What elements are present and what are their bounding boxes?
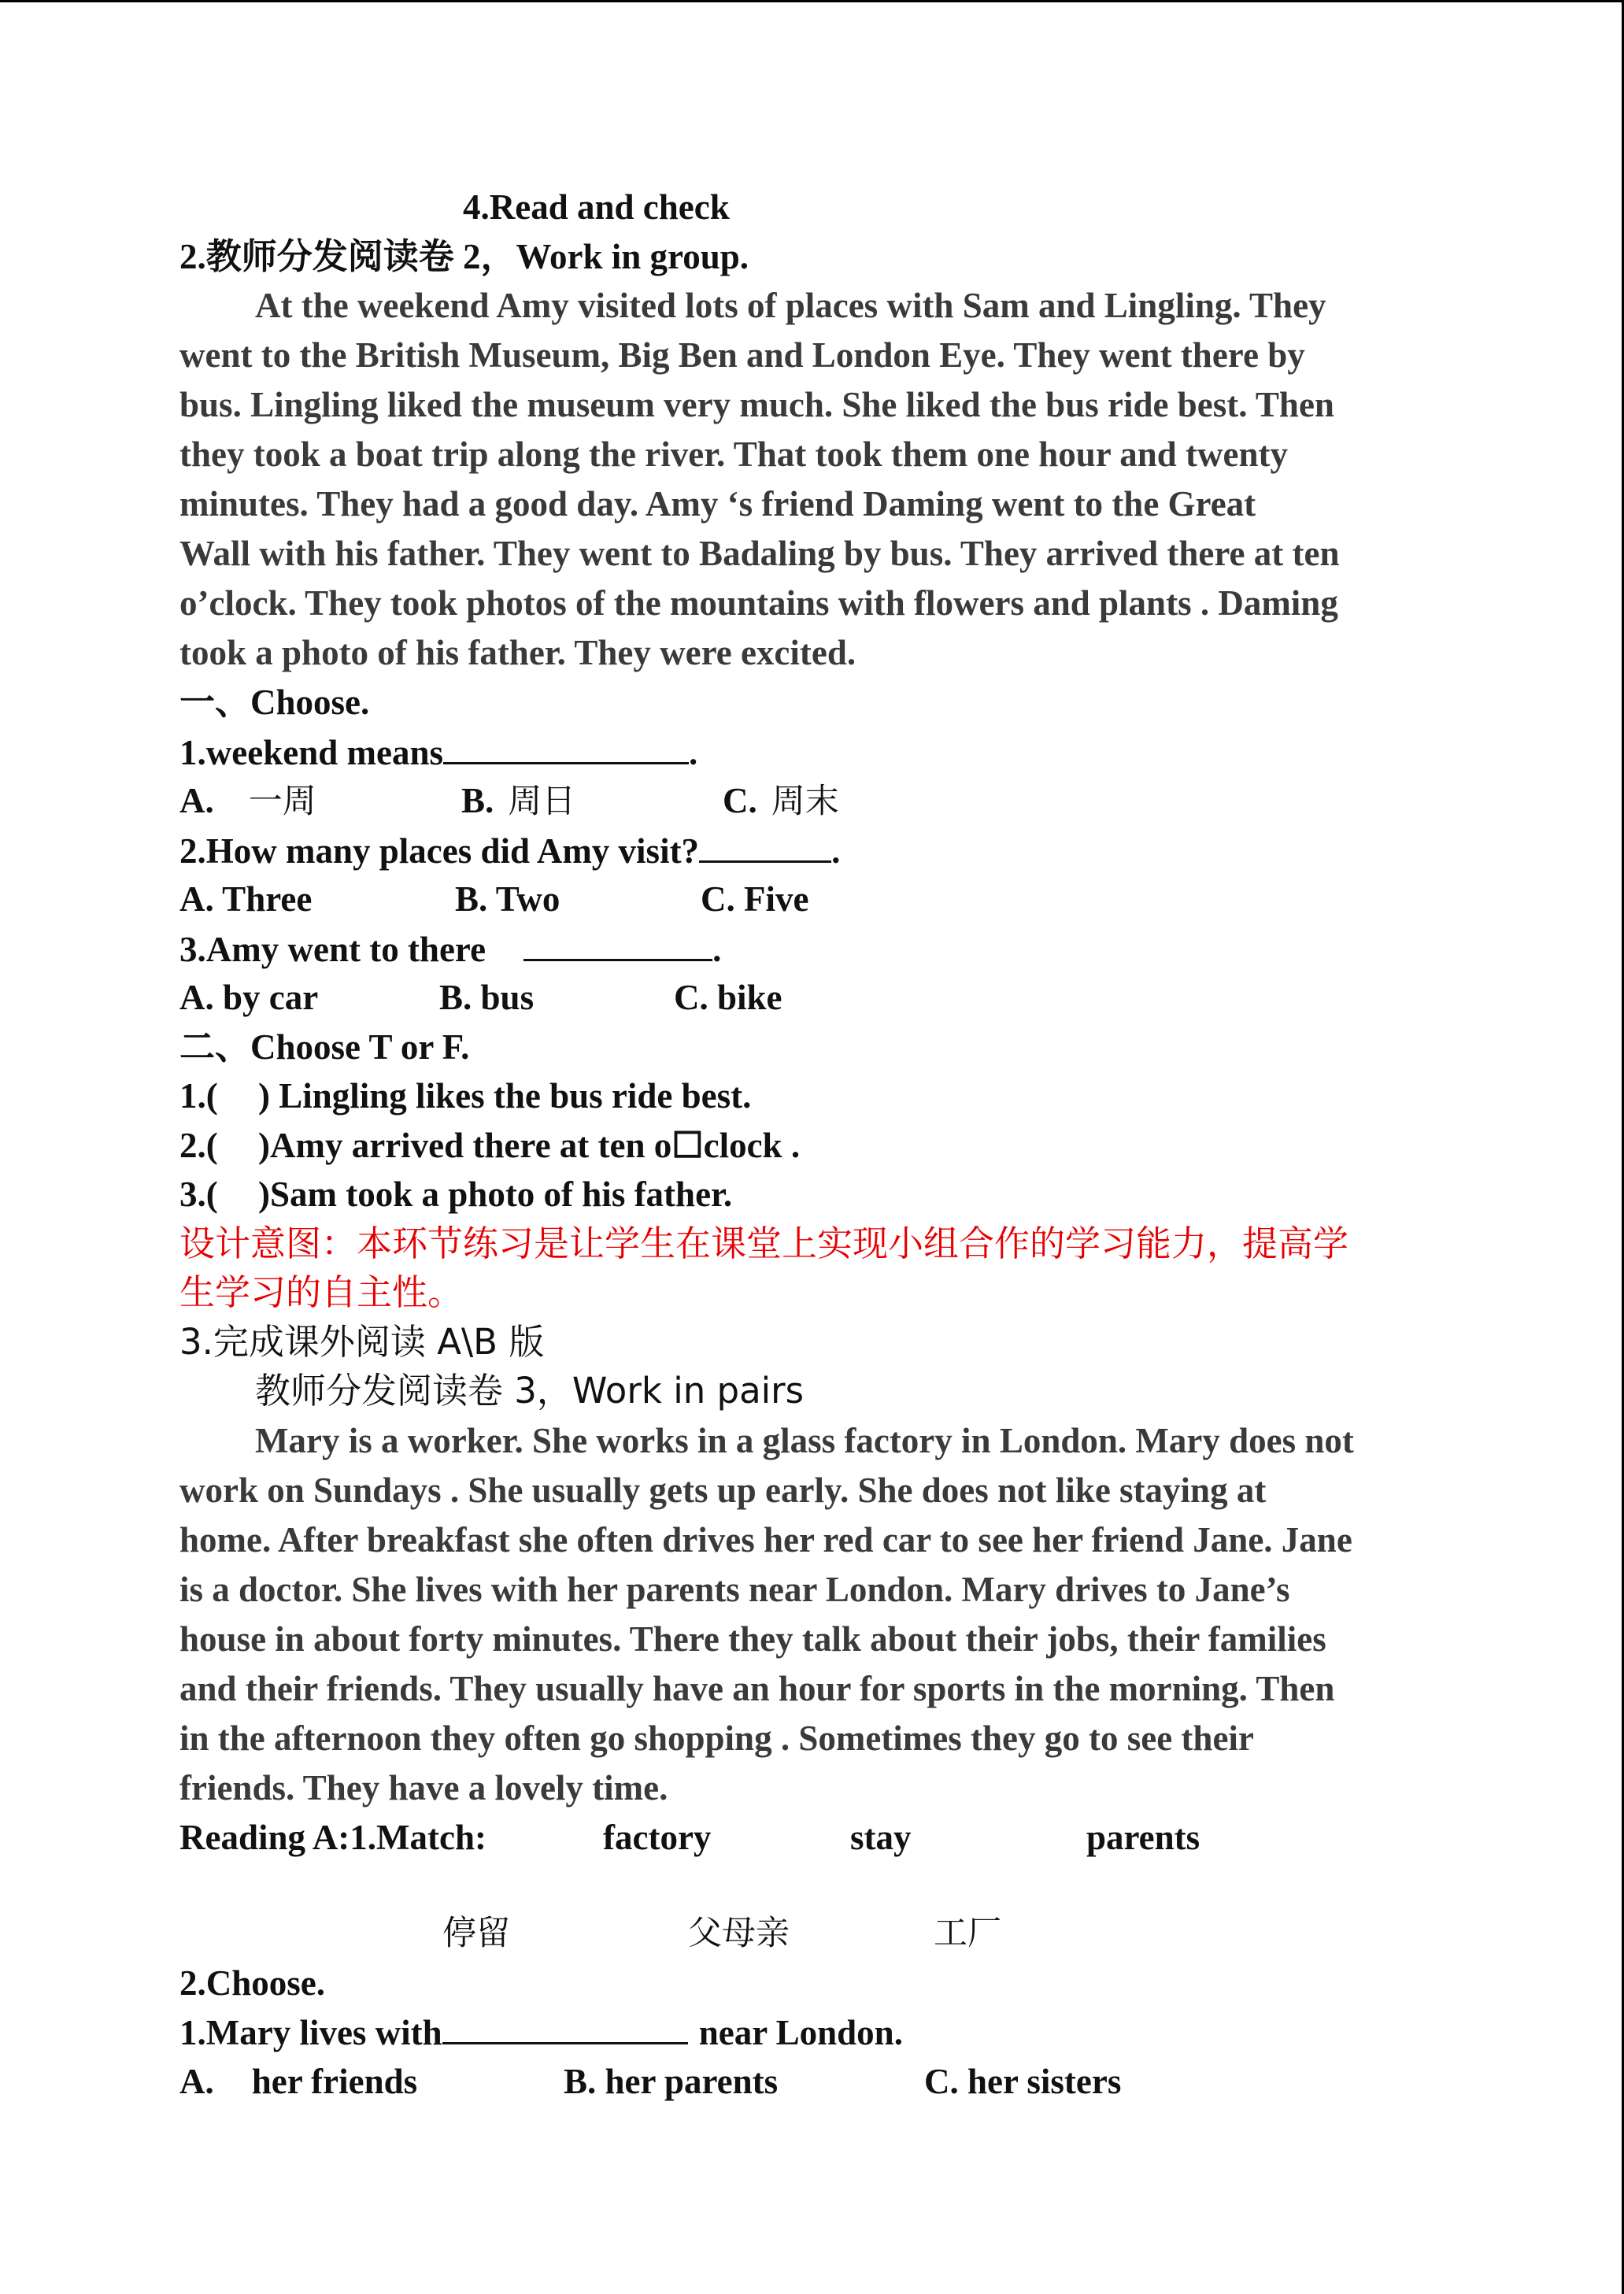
task2-title: 2.教师分发阅读卷 2，Work in group. bbox=[179, 236, 749, 276]
answer-blank[interactable] bbox=[443, 727, 689, 764]
task3-subtitle: 教师分发阅读卷 3，Work in pairs bbox=[255, 1370, 805, 1412]
tf-item-3: 3.( )Sam took a photo of his father. bbox=[179, 1175, 733, 1214]
passage1-line: took a photo of his father. They were excited. bbox=[179, 633, 856, 672]
match-word-stay[interactable]: stay bbox=[850, 1817, 912, 1857]
passage2-line: in the afternoon they often go shopping . Sometimes they go to see their bbox=[179, 1718, 1254, 1758]
option-b[interactable]: B. her parents bbox=[564, 2061, 779, 2101]
section-heading: 4.Read and check bbox=[463, 187, 730, 227]
spacer bbox=[179, 1862, 1455, 1909]
option-a[interactable]: A. by car bbox=[179, 978, 319, 1017]
passage1-line: Wall with his father. They went to Badaling by bus. They arrived there at ten bbox=[179, 534, 1340, 573]
reading-a-label: Reading A:1.Match: bbox=[179, 1817, 486, 1857]
option-b[interactable]: B. Two bbox=[455, 879, 560, 919]
page-border-top bbox=[0, 0, 1624, 2]
match-cn-stay[interactable]: 停留 bbox=[442, 1914, 510, 1953]
question-4: 1.Mary lives with near London. bbox=[179, 2007, 1455, 2057]
tf-item-2: 2.( )Amy arrived there at ten o☐clock . bbox=[179, 1125, 801, 1165]
reading-a-match bbox=[179, 1813, 1455, 1863]
passage1-line: they took a boat trip along the river. That took them one hour and twenty bbox=[179, 435, 1288, 474]
design-intent-line: 设计意图：本环节练习是让学生在课堂上实现小组合作的学习能力，提高学 bbox=[179, 1222, 1349, 1264]
reading-passage-2 bbox=[179, 1416, 1455, 1813]
passage1-line: o’clock. They took photos of the mountains with flowers and plants . Daming bbox=[179, 583, 1338, 623]
question-stem: 2.How many places did Amy visit? bbox=[179, 831, 700, 871]
question-2-options bbox=[179, 875, 1455, 924]
question-4-options bbox=[179, 2057, 1455, 2107]
question-2: 2.How many places did Amy visit? . bbox=[179, 826, 1455, 875]
passage1-line: went to the British Museum, Big Ben and London Eye. They went there by bbox=[179, 335, 1305, 375]
option-b[interactable]: B. bus bbox=[439, 978, 535, 1017]
question-3: 3.Amy went to there . bbox=[179, 924, 1455, 974]
match-cn-factory[interactable]: 工厂 bbox=[934, 1914, 1001, 1953]
passage1-line: bus. Lingling liked the museum very much. She liked the bus ride best. Then bbox=[179, 385, 1334, 424]
part2-title: 二、Choose T or F. bbox=[179, 1027, 470, 1067]
question-stem: 3.Amy went to there bbox=[179, 929, 486, 969]
design-intent-line: 生学习的自主性。 bbox=[179, 1271, 464, 1313]
question-stem: 1.weekend means bbox=[179, 732, 443, 772]
reading-passage-1 bbox=[179, 281, 1455, 678]
answer-blank[interactable] bbox=[442, 2007, 688, 2044]
option-a[interactable]: A. Three bbox=[179, 879, 313, 919]
match-word-factory[interactable]: factory bbox=[603, 1817, 712, 1857]
passage2-line: and their friends. They usually have an hour for sports in the morning. Then bbox=[179, 1668, 1335, 1708]
passage1-line: At the weekend Amy visited lots of places with Sam and Lingling. They bbox=[255, 286, 1326, 325]
option-a[interactable]: A. 一周 bbox=[179, 781, 316, 821]
option-a[interactable]: A. her friends bbox=[179, 2061, 418, 2101]
answer-blank[interactable] bbox=[523, 924, 712, 961]
choose2-title: 2.Choose. bbox=[179, 1963, 326, 2003]
task3-title: 3.完成课外阅读 A\B 版 bbox=[179, 1320, 545, 1363]
option-c[interactable]: C. 周末 bbox=[723, 781, 839, 821]
option-c[interactable]: C. her sisters bbox=[924, 2061, 1122, 2101]
question-1-options bbox=[179, 776, 1455, 826]
passage2-line: is a doctor. She lives with her parents near London. Mary drives to Jane’s bbox=[179, 1569, 1290, 1609]
match-word-parents[interactable]: parents bbox=[1086, 1817, 1200, 1857]
part1-title: 一、Choose. bbox=[179, 683, 370, 722]
match-cn-parents[interactable]: 父母亲 bbox=[688, 1914, 790, 1953]
tf-item-1: 1.( ) Lingling likes the bus ride best. bbox=[179, 1076, 752, 1116]
option-c[interactable]: C. bike bbox=[674, 978, 782, 1017]
passage2-line: Mary is a worker. She works in a glass factory in London. Mary does not bbox=[255, 1420, 1354, 1460]
passage2-line: work on Sundays . She usually gets up early. She does not like staying at bbox=[179, 1470, 1267, 1510]
question-1: 1.weekend means . bbox=[179, 727, 1455, 777]
question-stem: 1.Mary lives with bbox=[179, 2013, 442, 2052]
match-chinese-row bbox=[179, 1909, 1455, 1959]
design-intent bbox=[179, 1219, 1455, 1318]
answer-blank[interactable] bbox=[699, 826, 831, 863]
question-3-options bbox=[179, 973, 1455, 1023]
option-c[interactable]: C. Five bbox=[701, 879, 809, 919]
passage1-line: minutes. They had a good day. Amy ‘s friend Daming went to the Great bbox=[179, 484, 1256, 524]
option-b[interactable]: B. 周日 bbox=[461, 781, 576, 821]
document-body bbox=[179, 183, 1455, 2106]
passage2-line: house in about forty minutes. There they talk about their jobs, their families bbox=[179, 1619, 1326, 1659]
passage2-line: friends. They have a lovely time. bbox=[179, 1767, 668, 1807]
passage2-line: home. After breakfast she often drives her red car to see her friend Jane. Jane bbox=[179, 1519, 1352, 1560]
